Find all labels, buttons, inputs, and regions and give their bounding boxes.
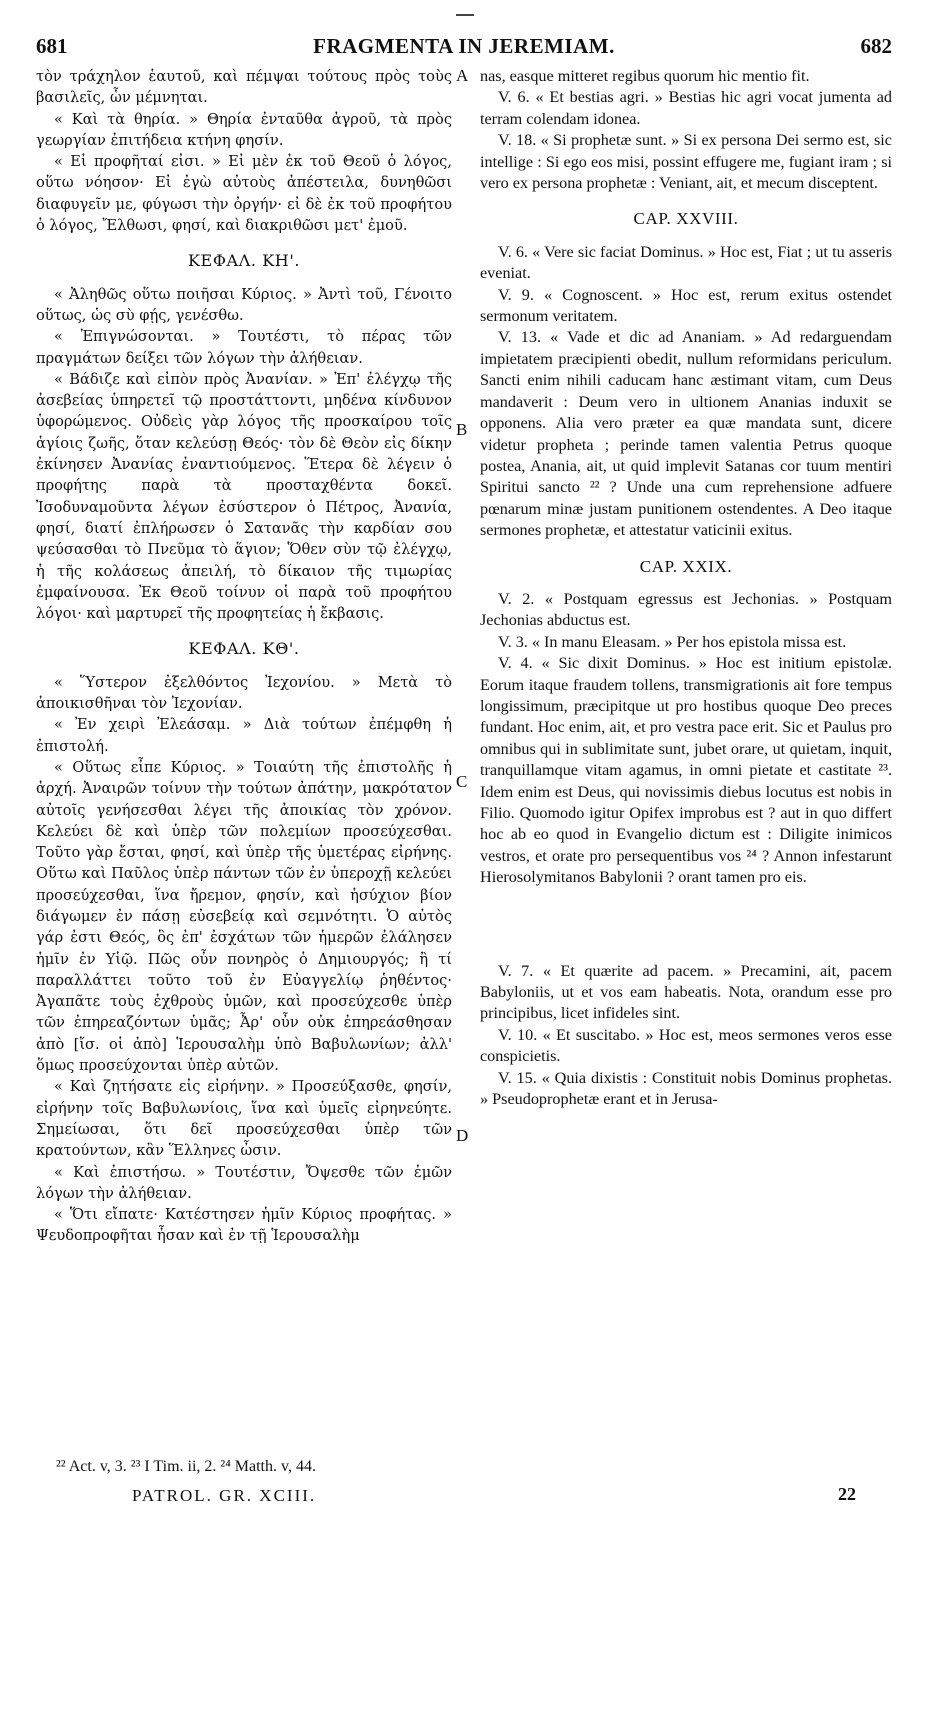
column-spacer — [480, 889, 892, 961]
greek-paragraph: « Ὕστερον ἐξελθόντος Ἰεχονίου. » Μετὰ τὸ ἀποικισθῆναι τὸν Ἰεχονίαν. — [36, 673, 452, 713]
margin-marker-b: B — [456, 420, 468, 439]
source-signature: PATROL. GR. XCIII. — [132, 1486, 317, 1505]
greek-chapter-heading: ΚΕΦΑΛ. ΚΗ'. — [187, 251, 301, 271]
margin-marker-d: D — [456, 1126, 469, 1145]
page-header — [36, 34, 892, 62]
latin-paragraph: V. 2. « Postquam egressus est Jechonias. » Postquam Jechonias abductus est. — [480, 589, 892, 630]
greek-paragraph: « Βάδιζε καὶ εἰπὸν πρὸς Ἀνανίαν. » Ἐπ' ἐλέγχῳ τῆς ἀσεβείας ὑπηρετεῖ τῷ προστάττοντι, μηδένα κίνδυνον ὑφορώμενος. Οὐδεὶς γὰρ λόγος τῆς προσκαίρου τοῖς ἁγίοις ζωῆς, ὅταν κελεύσῃ Θεός· τὸν δὲ Θεὸν εἰς δίκην ἐκίνησεν Ἀνανίας ἐναντιούμενος. Ἕτερα δὲ λέγειν ὁ προφήτης παρὰ τὰ προσταχθέντα δοκεῖ. Ἰσοδυναμοῦντα λέγων ἐσύστερον ὁ Πέτρος, Ἀνανία, φησί, διατί ἐπλήρωσεν ὁ Σατανᾶς τὴν καρδίαν σου ψεύσασθαι τὸ Πνεῦμα τὸ ἅγιον; Ὅθεν σὺν τῷ ἐλέγχῳ, ἡ τῆς κολάσεως ἀπειλή, τὸ δίκαιον τῆς τιμωρίας ἐμφαίνουσα. Ἐκ Θεοῦ τοίνυν οἱ παρὰ τοῦ προφήτου λόγοι· καὶ μαρτυρεῖ τῆς προφητείας ἡ ἔκβασις. — [36, 370, 452, 623]
latin-paragraph: V. 15. « Quia dixistis : Constituit nobis Dominus prophetas. » Pseudoprophetæ erant et in Jerusa- — [480, 1068, 892, 1109]
greek-paragraph: « Καὶ ζητήσατε εἰς εἰρήνην. » Προσεύξασθε, φησίν, εἰρήνην τοῖς Βαβυλωνίοις, ἵνα καὶ ὑμεῖς εἰρηνεύητε. Σημείωσαι, ὅτι δεῖ προσεύχεσθαι ὑπὲρ τῶν κρατούντων, κἂν Ἕλληνες ὦσιν. — [36, 1078, 452, 1160]
decorative-mark — [456, 14, 474, 19]
latin-chapter-heading: CAP. XXVIII. — [633, 209, 739, 229]
greek-paragraph: « Ἐπιγνώσονται. » Τουτέστι, τὸ πέρας τῶν πραγμάτων δείξει τῶν λόγων τὴν ἀλήθειαν. — [36, 328, 452, 367]
latin-paragraph: V. 3. « In manu Eleasam. » Per hos epistola missa est. — [498, 632, 847, 651]
sheet-number: 22 — [838, 1484, 856, 1504]
latin-paragraph: nas, easque mitteret regibus quorum hic mentio fit. — [480, 67, 810, 85]
greek-paragraph: « Καὶ τὰ θηρία. » Θηρία ἐνταῦθα ἀγροῦ, τὰ πρὸς γεωργίαν ἐπιτήδεια κτήνη φησίν. — [36, 110, 452, 149]
greek-paragraph: « Οὕτως εἶπε Κύριος. » Τοιαύτη τῆς ἐπιστολῆς ἡ ἀρχή. Ἀναιρῶν τοίνυν τὴν τούτων ἀπάτην, μακρότατον αὐτοῖς γενήσεσθαι λέγει τῆς ἀποικίας τὸν χρόνον. Κελεύει δὲ καὶ ὑπὲρ τῶν πολεμίων προσεύχεσθαι. Τοῦτο γὰρ ἔσται, φησί, καὶ ὑπὲρ τῆς ὑμετέρας εἰρήνης. Οὕτω καὶ Παῦλος ὑπὲρ πάντων τῶν ἐν ὑπεροχῇ κελεύει προσεύχεσθαι, ἵνα ἤρεμον, φησίν, καὶ ἡσύχιον βίον διάγωμεν ἐν πάσῃ εὐσεβείᾳ καὶ σεμνότητι. Ὁ αὐτὸς γάρ ἐστι Θεός, ὃς ἐπ' ἐσχάτων τῶν ἡμερῶν ἐλάλησεν ἡμῖν ἐν Υἱῷ. Πῶς οὖν πονηρὸς ὁ Δημιουργός; ἢ τί παραλλάττει τοῦτο τοῦ ἐν Εὐαγγελίῳ ῥηθέντος· Ἀγαπᾶτε τοὺς ἐχθροὺς ὑμῶν, καὶ προσεύχεσθε ὑπὲρ τῶν ἐπηρεαζόντων ὑμᾶς; Ἆρ' οὖν οὐκ ἐπηρεάσθησαν ἀπὸ [ἴσ. οἱ ἀπὸ] Ἱερουσαλὴμ ὑπὸ Βαβυλωνίων; ἀλλ' ὅμως προσεύχονται ὑπὲρ αὐτῶν. — [36, 758, 452, 1075]
margin-marker-a: A — [456, 66, 469, 85]
greek-paragraph: « Ὅτι εἴπατε· Κατέστησεν ἡμῖν Κύριος προφήτας. » Ψευδοπροφῆται ἦσαν καὶ ἐν τῇ Ἱερουσαλὴμ — [36, 1206, 452, 1245]
latin-paragraph: V. 9. « Cognoscent. » Hoc est, rerum exitus ostendet sermonum veritatem. — [480, 285, 892, 326]
latin-chapter-heading: CAP. XXIX. — [639, 556, 733, 576]
page-number-right: 682 — [860, 34, 892, 58]
footnotes: ²² Act. v, 3. ²³ I Tim. ii, 2. ²⁴ Matth. v, 44. — [56, 1458, 316, 1475]
greek-chapter-heading: ΚΕΦΑΛ. ΚΘ'. — [188, 639, 300, 659]
latin-paragraph: V. 4. « Sic dixit Dominus. » Hoc est initium epistolæ. Eorum itaque fraudem tollens, transmigrationis ait fore tempus longissimum, præcipitque ut pro hostibus quoque Deo preces fundant. Hoc enim, ait, et pro vestra pace erit. Sic et Paulus pro omnibus qui in sublimitate sunt, jubet orare, ut quietam, inquit, tranquillamque vitam agamus, in omni pietate et castitate ²³. Idem enim est Deus, qui novissimis diebus locutus est nobis in Filio. Quomodo igitur Opifex improbus est ? aut in quo differt hoc ab eo quod in Evangelio dictum est : Diligite inimicos vestros, et orate pro persequentibus vos ²⁴ ? Annon infestarunt Hierosolymitanos Babylonii ? orant tamen pro eis. — [480, 654, 892, 887]
greek-paragraph: « Ἐν χειρὶ Ἐλεάσαμ. » Διὰ τούτων ἐπέμφθη ἡ ἐπιστολή. — [36, 716, 452, 755]
greek-paragraph: « Καὶ ἐπιστήσω. » Τουτέστιν, Ὄψεσθε τῶν ἐμῶν λόγων τὴν ἀλήθειαν. — [36, 1163, 452, 1202]
latin-paragraph: V. 13. « Vade et dic ad Ananiam. » Ad redarguendam impietatem præcipienti obedit, nullum reformidans periculum. Sancti enim nihili caducam hanc æstimant vitam, cum Deus mandaverit : Deum vero in ultionem Ananias induxit se opponens. Alia vero præter ea quæ mandata sunt, dicere videtur propheta ; perinde tamen valentia Petrus quoque postea, Anania, ait, ut quid implevit Satanas cor tuum mentiri Spiritui sancto ²² ? Unde una cum reprehensione adfuere pœnarum minæ justam punitionem ostendentes. A Deo itaque sermones prophetæ, et attestatur vaticinii exitus. — [480, 328, 892, 540]
latin-column — [480, 66, 892, 1736]
greek-paragraph: « Εἰ προφῆταί εἰσι. » Εἰ μὲν ἐκ τοῦ Θεοῦ ὁ λόγος, οὕτω νόησον· Εἰ ἐγὼ αὐτοὺς ἀπέστειλα, δυνηθῶσι διαφυγεῖν με, φύγωσι τὴν ὀργήν· εἰ δὲ ἐκ τοῦ προφήτου ὁ λόγος, Ἔλθωσι, φησί, καὶ διακριθῶσι μετ' ἐμοῦ. — [36, 153, 452, 235]
page-number-left: 681 — [36, 34, 68, 58]
greek-paragraph: « Ἀληθῶς οὕτω ποιῆσαι Κύριος. » Ἀντὶ τοῦ, Γένοιτο οὕτως, ὡς σὺ φῄς, γενέσθω. — [36, 285, 452, 324]
greek-paragraph: τὸν τράχηλον ἑαυτοῦ, καὶ πέμψαι τούτους πρὸς τοὺς βασιλεῖς, ὧν μέμνηται. — [36, 68, 452, 107]
latin-paragraph: V. 7. « Et quærite ad pacem. » Precamini, ait, pacem Babyloniis, ut et vos eam habeatis. Nota, orandum esse pro principibus, licet infideles sint. — [480, 961, 892, 1023]
margin-marker-c: C — [456, 772, 468, 791]
running-title: FRAGMENTA IN JEREMIAM. — [313, 34, 615, 58]
latin-paragraph: V. 6. « Et bestias agri. » Bestias hic agri vocat jumenta ad terram colendam idonea. — [480, 88, 892, 128]
latin-paragraph: V. 18. « Si prophetæ sunt. » Si ex persona Dei sermo est, sic intellige : Si ego eos misi, possint effugere me, fugiant iram ; si vero ex persona prophetæ : Veniant, ait, et mecum disceptent. — [480, 131, 892, 193]
latin-paragraph: V. 6. « Vere sic faciat Dominus. » Hoc est, Fiat ; ut tu asseris eveniat. — [480, 242, 892, 283]
latin-paragraph: V. 10. « Et suscitabo. » Hoc est, meos sermones veros esse conspicietis. — [480, 1025, 892, 1066]
